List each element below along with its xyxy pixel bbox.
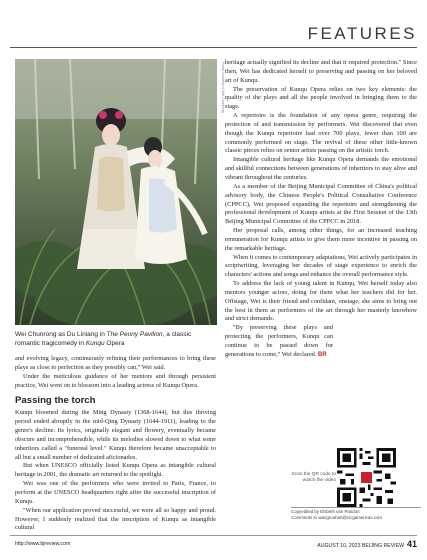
opera-performers-illustration bbox=[15, 59, 217, 325]
feature-photo bbox=[15, 59, 217, 325]
paragraph: Under the meticulous guidance of her mentors and through persistent practice, Wei went on to blossom into a leading actress of Kunqu Opera. bbox=[15, 372, 216, 389]
section-heading: Passing the torch bbox=[15, 395, 96, 407]
paragraph: Kunqu bloomed during the Ming Dynasty (1368-1644), but this thriving period ended abruptly in the mid-Qing Dynasty (1644-1911), leading to the genre's decline. Its lyrics, originally elegant and flowery, eventually became obscure and incomprehensible, while its melodies slowed down to what some inheritors called a "funereal level." Kunqu therefore became unacceptable to all but a small number of dedicated aficionados. bbox=[15, 409, 216, 461]
paragraph: Intangible cultural heritage like Kunqu Opera demands the emotional and skillful connections between generations of inheritors to stay alive and vibrant throughout the centuries. bbox=[225, 156, 417, 181]
copyedit-line: Copyedited by Elsbeth van Paridon bbox=[291, 509, 360, 514]
paragraph: Wei was one of the performers who were invited to Paris, France, to perform at the UNESCO headquarters right after the successful inscription of Kunqu. bbox=[15, 480, 216, 505]
paragraph-closing: "By preserving these plays and protecting the performers, Kunqu can continue to be passed down for generations to come," Wei declared. BR bbox=[225, 324, 333, 358]
qr-code-icon[interactable] bbox=[337, 448, 396, 507]
photo-caption: Wei Chunrong as Du Liniang in The Peony Pavilion, a classic romantic tragicomedy in Kunqu Opera bbox=[15, 331, 192, 347]
divider bbox=[291, 507, 421, 508]
section-tag: FEATURES bbox=[307, 24, 417, 43]
paragraph: heritage actually signified its decline and that it required protection." Since then, Wei has dedicated herself to preserving and passing on her beloved art of Kunqu. bbox=[225, 59, 417, 84]
paragraph: and evolving legacy, continuously refining their performances to bring these plays as close to perfection as they possibly can," Wei said. bbox=[15, 355, 216, 371]
paragraph: As a member of the Beijing Municipal Committee of China's political advisory body, the Chinese People's Political Consultative Conference (CPPCC), Wei proposed expanding the repertoire and strengthening the professional development of Kunqu artists at the First Session of the 13th Beijing Municipal Committee of the CPPCC in 2018. bbox=[225, 182, 417, 226]
footer-url[interactable]: http://www.bjreview.com bbox=[15, 541, 71, 547]
paragraph: The preservation of Kunqu Opera relies on two key elements: the quality of the plays and all the people involved in bringing them to the stage. bbox=[225, 85, 417, 111]
footer-issue: AUGUST 10, 2023 BEIJING REVIEW 41 bbox=[317, 539, 417, 549]
paragraph: A repertoire is the foundation of any opera genre, requiring the protection of and transmission by performers. Wei discovered that even though the Kunqu repertoire had over 700 plays, fewer than 100 are commonly performed on stage. The revival of these other little-known classic pieces relies on senior artists passing on the artistic torch. bbox=[225, 112, 417, 155]
end-mark: BR bbox=[318, 351, 327, 358]
page-number: 41 bbox=[406, 539, 417, 549]
paragraph: Her proposal calls, among other things, for an increased teaching remuneration for Kunqu artists to give them more incentive in passing on the remarkable heritage. bbox=[225, 227, 417, 252]
copyedit-note bbox=[291, 509, 382, 520]
qr-note: Scan the QR code to watch the video bbox=[291, 472, 336, 483]
paragraph: To address the lack of young talent in Kunqu, Wei herself today also mentors younger actors, doing for them what her teachers did for her. Offstage, Wei is their friend and confidant, onstage, she aims to bring out the best in them as performers of the art through her masterly knowhow and strict demands. bbox=[225, 280, 417, 323]
paragraph: "When our application proved successful, we were all so happy and proud. However, I suddenly realized that the inscription of Kunqu as intangible cultural bbox=[15, 506, 216, 532]
article-column-left bbox=[15, 355, 216, 533]
article-column-right bbox=[225, 59, 417, 360]
header-rule bbox=[10, 47, 417, 48]
paragraph: But when UNESCO officially listed Kunqu Opera as intangible cultural heritage in 2001, the dramatic art returned to the spotlight. bbox=[15, 462, 216, 479]
copyedit-line: Comments to wangruohan@cicgamericas.com bbox=[291, 514, 383, 520]
photo-credit: Photo courtesy of Wei Chunrong bbox=[221, 62, 225, 113]
paragraph: When it comes to contemporary adaptations, Wei actively participates in scriptwriting, leveraging her decades of stage experience to enrich the characters' actions and songs and enhance the overall performance style. bbox=[225, 253, 417, 279]
footer-rule bbox=[10, 535, 417, 536]
